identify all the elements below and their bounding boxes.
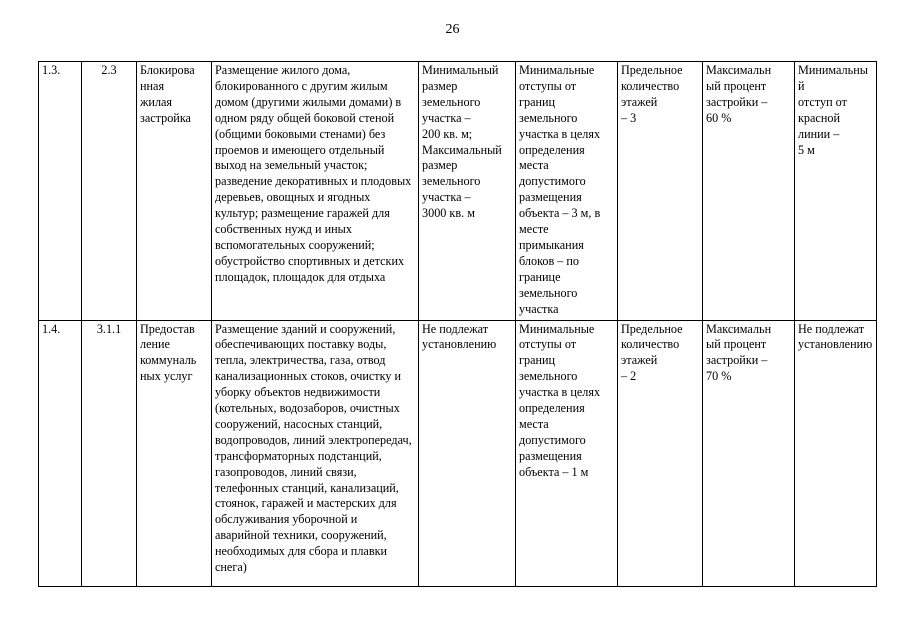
plot-size: Минимальный размер земельного участка – 200 кв. м; Максимальный размер земельного участка – 3000 кв. м xyxy=(419,62,516,321)
row-number: 1.3. xyxy=(39,62,82,321)
use-name: Блокирова нная жилая застройка xyxy=(137,62,212,321)
red-line-setback: Не подлежат установлению xyxy=(795,320,877,586)
max-coverage: Максимальн ый процент застройки – 70 % xyxy=(703,320,795,586)
red-line-setback: Минимальный отступ от красной линии – 5 м xyxy=(795,62,877,321)
setbacks: Минимальные отступы от границ земельного участка в целях определения места допустимого размещения объекта – 3 м, в месте примыкания блоков – по границе земельного участка xyxy=(516,62,618,321)
use-description: Размещение зданий и сооружений, обеспечивающих поставку воды, тепла, электричества, газа, отвод канализационных стоков, очистку и уборку объектов недвижимости (котельных, водозаборов, очистных сооружений, насосных станций, водопроводов, линий электропередач, трансформаторных подстанций, газопроводов, линий связи, телефонных станций, канализаций, стоянок, гаражей и мастерских для обслуживания уборочной и аварийной техники, сооружений, необходимых для сбора и плавки снега) xyxy=(212,320,419,586)
table-row xyxy=(39,320,877,586)
plot-size: Не подлежат установлению xyxy=(419,320,516,586)
use-code: 3.1.1 xyxy=(82,320,137,586)
zoning-regulations-table xyxy=(38,61,877,587)
use-description: Размещение жилого дома, блокированного с другим жилым домом (другими жилыми домами) в одном ряду общей боковой стеной (общими боковыми стенами) без проемов и имеющего отдельный выход на земельный участок; разведение декоративных и плодовых деревьев, овощных и ягодных культур; размещение гаражей для собственных нужд и иных вспомогательных сооружений; обустройство спортивных и детских площадок, площадок для отдыха xyxy=(212,62,419,321)
page-number: 26 xyxy=(445,22,460,37)
use-code: 2.3 xyxy=(82,62,137,321)
setbacks: Минимальные отступы от границ земельного участка в целях определения места допустимого размещения объекта – 1 м xyxy=(516,320,618,586)
row-number: 1.4. xyxy=(39,320,82,586)
use-name: Предостав ление коммуналь ных услуг xyxy=(137,320,212,586)
max-floors: Предельное количество этажей – 3 xyxy=(618,62,703,321)
table-row xyxy=(39,62,877,321)
max-floors: Предельное количество этажей – 2 xyxy=(618,320,703,586)
max-coverage: Максимальн ый процент застройки – 60 % xyxy=(703,62,795,321)
